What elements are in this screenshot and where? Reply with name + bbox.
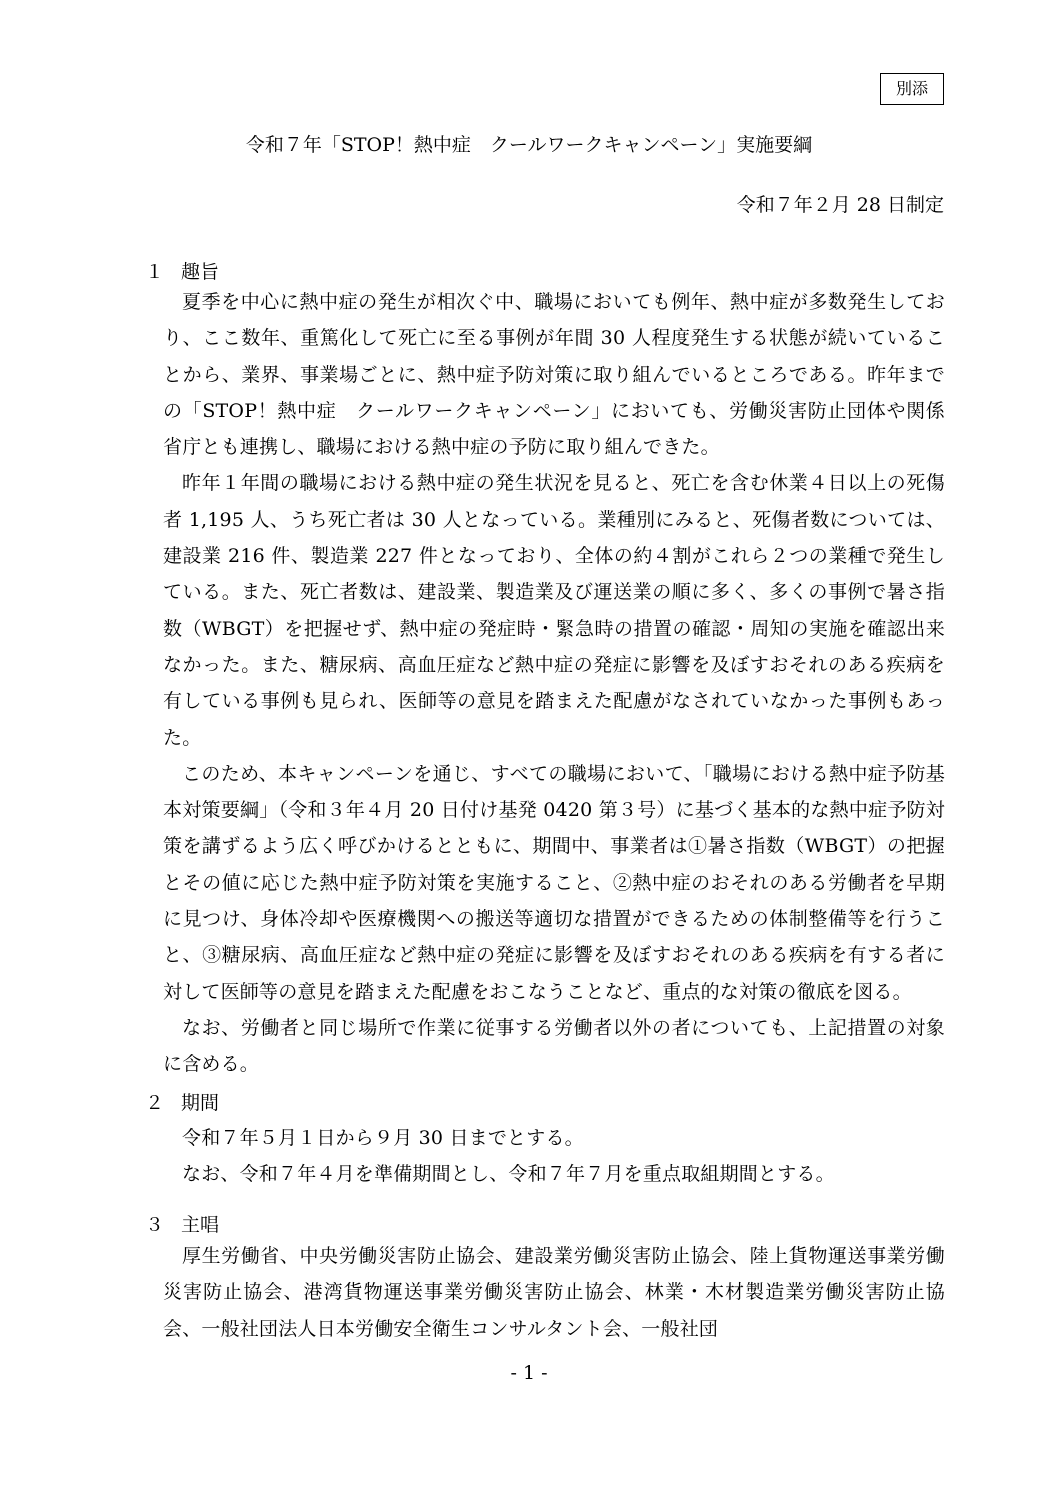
- section-body-period: [163, 1120, 945, 1193]
- paragraph: なお、令和７年４月を準備期間とし、令和７年７月を重点取組期間とする。: [182, 1163, 835, 1186]
- section-body-purpose: [163, 284, 945, 1083]
- page-number: - 1 -: [510, 1362, 548, 1384]
- paragraph: 令和７年５月１日から９月 30 日までとする。: [182, 1127, 584, 1149]
- document-title: 令和７年「STOP！熱中症 クールワークキャンペーン」実施要綱: [245, 134, 813, 156]
- section-body-sponsors: [163, 1238, 945, 1347]
- section-heading-sponsors: [145, 1212, 219, 1238]
- section-heading-period: [145, 1090, 219, 1116]
- paragraph: このため、本キャンペーンを通じ、すべての職場において、「職場における熱中症予防基本対策要綱」（令和３年４月 20 日付け基発 0420 第３号）に基づく基本的な熱中症予防対策を講ずるよう広く呼びかけるとともに、期間中、事業者は①暑さ指数（WBGT）の把握とその値に応じた熱中症予防対策を実施すること、②熱中症のおそれのある労働者を早期に見つけ、身体冷却や医療機関への搬送等適切な措置ができるための体制整備等を行うこと、③糖尿病、高血圧症など熱中症の発症に影響を及ぼすおそれのある疾病を有する者に対して医師等の意見を踏まえた配慮をおこなうことなど、重点的な対策の徹底を図る。: [163, 762, 945, 1003]
- section-number: １: [145, 261, 165, 283]
- section-number: ２: [145, 1092, 165, 1114]
- section-title: 期間: [181, 1092, 220, 1114]
- section-heading-purpose: [145, 259, 219, 285]
- paragraph: 夏季を中心に熱中症の発生が相次ぐ中、職場においても例年、熱中症が多数発生しており、ここ数年、重篤化して死亡に至る事例が年間 30 人程度発生する状態が続いていることから、業界、事業場ごとに、熱中症予防対策に取り組んでいるところである。昨年までの「STOP！熱中症 クールワークキャンペーン」においても、労働災害防止団体や関係省庁とも連携し、職場における熱中症の予防に取り組んできた。: [163, 291, 945, 459]
- paragraph: 厚生労働省、中央労働災害防止協会、建設業労働災害防止協会、陸上貨物運送事業労働災害防止協会、港湾貨物運送事業労働災害防止協会、林業・木材製造業労働災害防止協会、一般社団法人日本労働安全衛生コンサルタント会、一般社団: [163, 1245, 945, 1340]
- section-title: 趣旨: [181, 261, 220, 283]
- attachment-label: 別添: [880, 73, 944, 105]
- paragraph: なお、労働者と同じ場所で作業に従事する労働者以外の者についても、上記措置の対象に含める。: [163, 1016, 945, 1076]
- paragraph: 昨年１年間の職場における熱中症の発生状況を見ると、死亡を含む休業４日以上の死傷者 1,195 人、うち死亡者は 30 人となっている。業種別にみると、死傷者数については、建設業 216 件、製造業 227 件となっており、全体の約４割がこれら２つの業種で発生している。また、死亡者数は、建設業、製造業及び運送業の順に多く、多くの事例で暑さ指数（WBGT）を把握せず、熱中症の発症時・緊急時の措置の確認・周知の実施を確認出来なかった。また、糖尿病、高血圧症など熱中症の発症に影響を及ぼすおそれのある疾病を有している事例も見られ、医師等の意見を踏まえた配慮がなされていなかった事例もあった。: [163, 472, 945, 749]
- enactment-date: 令和７年２月 28 日制定: [736, 194, 944, 216]
- section-number: ３: [145, 1214, 165, 1236]
- section-title: 主唱: [181, 1214, 220, 1236]
